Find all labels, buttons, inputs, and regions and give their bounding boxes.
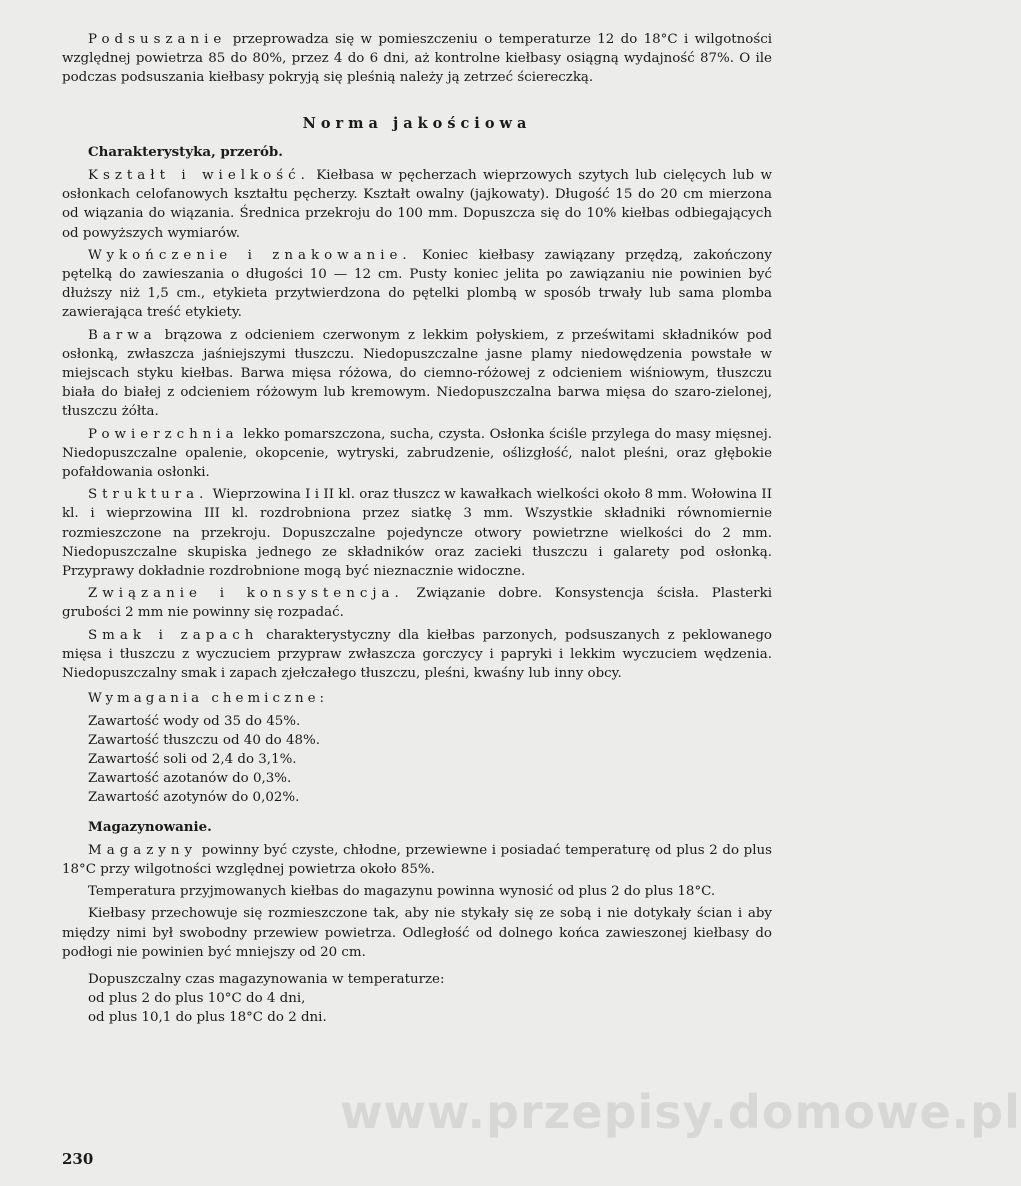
- subhead-storage: Magazynowanie.: [88, 818, 212, 835]
- chemical-heading-text: Wymagania chemiczne:: [88, 691, 329, 707]
- paragraph-taste-text: charakterystyczny dla kiełbas parzonych, podsuszanych z peklowanego mięsa i tłuszczu z wyczuciem przypraw zwłaszcza gorczycy i papryki i lekkim wyczuciem wędzenia. Niedopuszczalny smak i zapach zjełczałego tłuszczu, pleśni, kwaśny lub inny obcy.: [62, 627, 772, 682]
- paragraph-color: [62, 326, 772, 422]
- chemical-item: Zawartość tłuszczu od 40 do 48%.: [88, 732, 321, 748]
- storage-time-block: [88, 970, 772, 1028]
- paragraph-shape-text: Kiełbasa w pęcherzach wieprzowych szytych lub cielęcych lub w osłonkach celofanowych kształtu pęcherzy. Kształt owalny (jajkowaty). Długość 15 do 20 cm mierzona od wiązania do wiązania. Średnica przekroju do 100 mm. Dopuszcza się do 10% kiełbas odbiegających od powyższych wymiarów.: [62, 168, 772, 241]
- paragraph-binding-lead: Związanie i konsystencja.: [88, 586, 404, 602]
- paragraph-surface: [62, 425, 772, 483]
- paragraph-shape: [62, 166, 772, 243]
- paragraph-arrangement: Kiełbasy przechowuje się rozmieszczone tak, aby nie stykały się ze sobą i nie dotykały ścian i aby między nimi był swobodny przewiew powietrza. Odległość od dolnego końca zawieszonej kiełbasy do podłogi nie powinien być mniejszy od 20 cm.: [62, 906, 772, 960]
- paragraph-shape-lead: Kształt i wielkość.: [88, 168, 310, 184]
- paragraph-binding-text: Związanie dobre. Konsystencja ścisła. Plasterki grubości 2 mm nie powinny się rozpadać.: [62, 586, 772, 621]
- paragraph-taste-lead: Smak i zapach: [88, 627, 259, 643]
- paragraph-taste: [62, 626, 772, 684]
- paragraph-structure: [62, 485, 772, 581]
- chemical-item: Zawartość azotanów do 0,3%.: [88, 771, 292, 787]
- paragraph-finish-lead: Wykończenie i znakowanie.: [88, 247, 412, 263]
- paragraph-finish: [62, 246, 772, 323]
- storage-time-heading: Dopuszczalny czas magazynowania w temperaturze:: [88, 971, 445, 987]
- page-number: 230: [62, 1150, 94, 1168]
- chemical-item: Zawartość soli od 2,4 do 3,1%.: [88, 751, 297, 767]
- storage-time-line: od plus 10,1 do plus 18°C do 2 dni.: [88, 1010, 327, 1026]
- paragraph-structure-lead: Struktura.: [88, 487, 209, 503]
- section-title: Norma jakościowa: [302, 114, 532, 132]
- paragraph-temperature: Temperatura przyjmowanych kiełbas do magazynu powinna wynosić od plus 2 do plus 18°C.: [88, 884, 716, 900]
- subhead-characteristics: Charakterystyka, przerób.: [88, 143, 283, 160]
- chemical-item: Zawartość wody od 35 do 45%.: [88, 713, 301, 729]
- chemical-heading: [62, 689, 772, 708]
- paragraph-binding: [62, 584, 772, 622]
- paragraph-color-text: brązowa z odcieniem czerwonym z lekkim połyskiem, z prześwitami składników pod osłonką, zwłaszcza jaśniejszymi tłuszczu. Niedopuszczalne jasne plamy niedowędzenia powstałe w miejscach styku kiełbas. Barwa mięsa różowa, do ciemno-różowej z odcieniem wiśniowym, tłuszczu biała do białej z odcieniem różowym lub kremowym. Niedopuszczalna barwa mięsa do szaro-zielonej, tłuszczu żółta.: [62, 327, 772, 420]
- paragraph-color-lead: Barwa: [88, 327, 157, 343]
- chemical-item: Zawartość azotynów do 0,02%.: [88, 790, 300, 806]
- paragraph-surface-text: lekko pomarszczona, sucha, czysta. Osłonka ściśle przylega do masy mięsnej. Niedopuszczalne opalenie, okopcenie, wytryski, zabrudzenie, oślizgłość, nalot pleśni, oraz głębokie pofałdowania osłonki.: [62, 426, 772, 481]
- paragraph-warehouses: [62, 841, 772, 879]
- paragraph-surface-lead: Powierzchnia: [88, 426, 239, 442]
- paragraph-finish-text: Koniec kiełbasy zawiązany przędzą, zakończony pętelką do zawieszania o długości 10 — 12 cm. Pusty koniec jelita po zawiązaniu nie powinien być dłuższy niż 1,5 cm., etykieta przytwierdzona do pętelki plombą w sposób trwały lub sama plomba zawierająca treść etykiety.: [62, 247, 772, 321]
- paragraph-warehouses-lead: Magazyny: [88, 842, 198, 858]
- chemical-list: [88, 712, 772, 808]
- intro-lead: Podsuszanie: [88, 32, 227, 47]
- storage-time-line: od plus 2 do plus 10°C do 4 dni,: [88, 991, 306, 1007]
- intro-text: przeprowadza się w pomieszczeniu o temperaturze 12 do 18°C i wilgotności względnej powietrza 85 do 80%, przez 4 do 6 dni, aż kontrolne kiełbasy osiągną wydajność 87%. O ile podczas podsuszania kiełbasy pokryją się pleśnią należy ją zetrzeć ściereczką.: [62, 32, 772, 86]
- watermark: www.przepisy.domowe.pl: [340, 1085, 1021, 1139]
- paragraph-warehouses-text: powinny być czyste, chłodne, przewiewne i posiadać temperaturę od plus 2 do plus 18°C przy wilgotności względnej powietrza około 85%.: [62, 842, 772, 877]
- intro-paragraph: [62, 30, 772, 88]
- page-content: [62, 30, 772, 1028]
- paragraph-structure-text: Wieprzowina I i II kl. oraz tłuszcz w kawałkach wielkości około 8 mm. Wołowina II kl. i wieprzowina III kl. rozdrobniona przez siatkę 3 mm. Wszystkie składniki równomiernie rozmieszczone na przekroju. Dopuszczalne pojedyncze otwory powietrzne wielkości do 2 mm. Niedopuszczalne skupiska jednego ze składników oraz zacieki tłuszczu i galarety pod osłonką. Przyprawy dokładnie rozdrobnione mogą być nieznacznie widoczne.: [62, 487, 772, 580]
